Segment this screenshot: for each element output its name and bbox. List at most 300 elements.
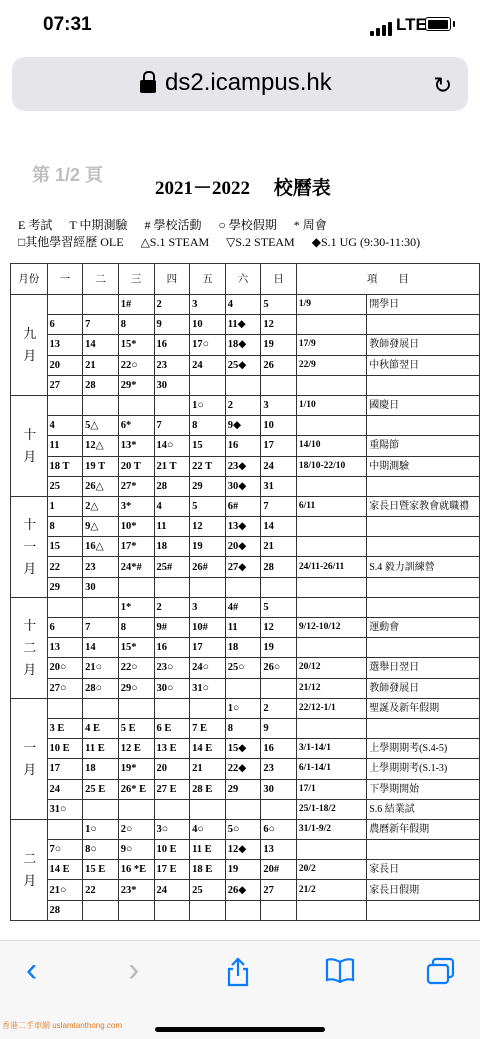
day-cell: 24○ (190, 658, 226, 678)
day-cell: 5 (261, 597, 297, 617)
day-cell: 9○ (118, 840, 154, 860)
table-row (11, 860, 480, 880)
table-row (11, 537, 480, 557)
day-cell: 24 (261, 456, 297, 476)
event-date (296, 517, 366, 537)
day-cell: 23* (118, 880, 154, 900)
event-date: 1/10 (296, 395, 366, 415)
signal-icon (370, 18, 394, 36)
day-cell: 29 (225, 779, 261, 799)
status-time: 07:31 (43, 14, 92, 35)
day-cell: 5 E (118, 718, 154, 738)
header-cell: 五 (190, 264, 226, 295)
day-cell (83, 597, 119, 617)
day-cell (83, 395, 119, 415)
event-date (296, 718, 366, 738)
day-cell: 12△ (83, 436, 119, 456)
day-cell: 28○ (83, 678, 119, 698)
day-cell: 30 (261, 779, 297, 799)
day-cell (47, 819, 83, 839)
day-cell: 28 E (190, 779, 226, 799)
day-cell (118, 577, 154, 597)
day-cell: 29* (118, 375, 154, 395)
day-cell (83, 799, 119, 819)
day-cell: 31○ (190, 678, 226, 698)
day-cell: 20 T (118, 456, 154, 476)
event-date: 22/12-1/1 (296, 698, 366, 718)
day-cell: 27 E (154, 779, 190, 799)
event-date (296, 375, 366, 395)
day-cell (47, 698, 83, 718)
day-cell (225, 900, 261, 920)
day-cell: 8○ (83, 840, 119, 860)
month-label: 九 月 (11, 295, 48, 396)
day-cell: 6 (47, 618, 83, 638)
event-date (296, 476, 366, 496)
day-cell: 2 (225, 395, 261, 415)
event-date (296, 537, 366, 557)
event-name (367, 577, 480, 597)
day-cell: 20○ (47, 658, 83, 678)
table-row (11, 355, 480, 375)
day-cell (261, 799, 297, 819)
day-cell: 21○ (83, 658, 119, 678)
day-cell: 25 (47, 476, 83, 496)
day-cell: 14 (83, 335, 119, 355)
event-name: 聖誕及新年假期 (367, 698, 480, 718)
legend-item: # 學校活動 (144, 218, 202, 232)
table-row (11, 779, 480, 799)
table-row (11, 436, 480, 456)
day-cell: 14○ (154, 436, 190, 456)
forward-icon[interactable]: › (128, 951, 140, 989)
day-cell: 30 (154, 375, 190, 395)
day-cell: 18 (154, 537, 190, 557)
event-date: 21/2 (296, 880, 366, 900)
event-name (367, 597, 480, 617)
day-cell (83, 698, 119, 718)
event-name (367, 537, 480, 557)
day-cell: 15 (47, 537, 83, 557)
event-date (296, 577, 366, 597)
day-cell: 14 E (47, 860, 83, 880)
day-cell: 16 (225, 436, 261, 456)
day-cell (190, 900, 226, 920)
day-cell: 9△ (83, 517, 119, 537)
day-cell: 27○ (47, 678, 83, 698)
day-cell: 24 (190, 355, 226, 375)
table-row (11, 496, 480, 516)
day-cell: 17 (47, 759, 83, 779)
day-cell: 8 (118, 315, 154, 335)
day-cell: 26* E (118, 779, 154, 799)
day-cell (225, 799, 261, 819)
battery-icon (425, 17, 451, 31)
event-name: S.6 結業試 (367, 799, 480, 819)
day-cell: 1○ (83, 819, 119, 839)
event-date: 17/1 (296, 779, 366, 799)
day-cell: 18 E (190, 860, 226, 880)
event-name (367, 375, 480, 395)
event-date: 31/1-9/2 (296, 819, 366, 839)
day-cell (154, 395, 190, 415)
event-name: 中秋節翌日 (367, 355, 480, 375)
day-cell (261, 678, 297, 698)
day-cell: 1 (47, 496, 83, 516)
day-cell: 20◆ (225, 537, 261, 557)
day-cell: 22 T (190, 456, 226, 476)
day-cell: 21 (83, 355, 119, 375)
day-cell: 17○ (190, 335, 226, 355)
event-date: 18/10-22/10 (296, 456, 366, 476)
event-name: 家長日假期 (367, 880, 480, 900)
day-cell: 24 (154, 880, 190, 900)
event-date: 14/10 (296, 436, 366, 456)
day-cell (261, 577, 297, 597)
day-cell: 13◆ (225, 517, 261, 537)
day-cell: 29 (47, 577, 83, 597)
table-row (11, 577, 480, 597)
table-row (11, 739, 480, 759)
network-label: LTE (396, 15, 427, 34)
event-date: 6/1-14/1 (296, 759, 366, 779)
table-row (11, 557, 480, 577)
day-cell: 24*# (118, 557, 154, 577)
share-icon[interactable] (225, 957, 251, 994)
day-cell: 28 (154, 476, 190, 496)
month-label: 十 月 (11, 395, 48, 496)
event-name (367, 476, 480, 496)
event-date: 6/11 (296, 496, 366, 516)
day-cell: 2△ (83, 496, 119, 516)
day-cell: 6# (225, 496, 261, 516)
day-cell: 19* (118, 759, 154, 779)
event-name: 選舉日翌日 (367, 658, 480, 678)
day-cell: 13 (261, 840, 297, 860)
day-cell (261, 375, 297, 395)
day-cell: 27◆ (225, 557, 261, 577)
day-cell (225, 375, 261, 395)
day-cell: 23 (261, 759, 297, 779)
watermark: 香港二手車網 uslamtanthong.com (2, 1021, 123, 1030)
day-cell: 30 (83, 577, 119, 597)
legend-item: □其他學習經歷 OLE (18, 235, 124, 249)
day-cell (83, 900, 119, 920)
legend-item: E 考試 (18, 218, 53, 232)
day-cell: 4 (47, 416, 83, 436)
legend-line-2 (18, 233, 434, 250)
day-cell: 10* (118, 517, 154, 537)
day-cell: 17 (261, 436, 297, 456)
event-name: 上學期期考(S.4-5) (367, 739, 480, 759)
day-cell (225, 678, 261, 698)
table-row (11, 517, 480, 537)
day-cell: 13 (47, 638, 83, 658)
day-cell (154, 900, 190, 920)
event-date: 21/12 (296, 678, 366, 698)
day-cell: 18 T (47, 456, 83, 476)
header-cell: 月份 (11, 264, 48, 295)
header-cell: 三 (118, 264, 154, 295)
table-row (11, 456, 480, 476)
day-cell: 7 (83, 618, 119, 638)
day-cell: 3 (261, 395, 297, 415)
event-name: 家長日暨家教會就職禮 (367, 496, 480, 516)
table-row (11, 597, 480, 617)
day-cell: 19 T (83, 456, 119, 476)
table-row (11, 395, 480, 415)
pdf-page (0, 128, 480, 940)
day-cell: 30○ (154, 678, 190, 698)
day-cell: 6 E (154, 718, 190, 738)
table-row (11, 718, 480, 738)
day-cell: 8 (47, 517, 83, 537)
day-cell: 26△ (83, 476, 119, 496)
back-icon[interactable]: ‹ (26, 951, 38, 989)
day-cell: 19 (190, 537, 226, 557)
day-cell: 2 (261, 698, 297, 718)
legend-item: ○ 學校假期 (218, 218, 277, 232)
event-date (296, 597, 366, 617)
day-cell: 23 (83, 557, 119, 577)
day-cell: 4 (154, 496, 190, 516)
legend-item: ▽S.2 STEAM (226, 235, 295, 249)
day-cell (154, 698, 190, 718)
day-cell: 5△ (83, 416, 119, 436)
day-cell: 16 (154, 638, 190, 658)
day-cell: 15◆ (225, 739, 261, 759)
day-cell: 13 (47, 335, 83, 355)
day-cell (190, 698, 226, 718)
day-cell: 17 E (154, 860, 190, 880)
day-cell (47, 295, 83, 315)
day-cell: 25 E (83, 779, 119, 799)
day-cell: 6○ (261, 819, 297, 839)
table-row (11, 295, 480, 315)
day-cell (190, 799, 226, 819)
day-cell: 12 (190, 517, 226, 537)
day-cell (154, 799, 190, 819)
event-name: 農曆新年假期 (367, 819, 480, 839)
day-cell: 3* (118, 496, 154, 516)
legend-line-1 (18, 216, 341, 233)
day-cell: 11 (47, 436, 83, 456)
day-cell: 31 (261, 476, 297, 496)
event-name (367, 718, 480, 738)
table-row (11, 335, 480, 355)
event-name (367, 638, 480, 658)
day-cell: 26# (190, 557, 226, 577)
table-row (11, 698, 480, 718)
address-bar[interactable] (12, 57, 468, 111)
table-row (11, 900, 480, 920)
day-cell: 25 (190, 880, 226, 900)
day-cell (261, 900, 297, 920)
calendar-body (11, 295, 480, 921)
event-date (296, 416, 366, 436)
day-cell: 7 E (190, 718, 226, 738)
event-date: 9/12-10/12 (296, 618, 366, 638)
event-name: 中期測驗 (367, 456, 480, 476)
day-cell: 13* (118, 436, 154, 456)
day-cell: 10 E (154, 840, 190, 860)
day-cell: 15* (118, 638, 154, 658)
day-cell: 14 (83, 638, 119, 658)
day-cell: 15* (118, 335, 154, 355)
day-cell: 2 (154, 597, 190, 617)
status-bar (0, 0, 480, 52)
day-cell: 2 (154, 295, 190, 315)
url-text[interactable]: ds2.icampus.hk (165, 69, 332, 96)
day-cell: 28 (83, 375, 119, 395)
day-cell (83, 295, 119, 315)
event-name (367, 900, 480, 920)
day-cell: 20# (261, 860, 297, 880)
table-row (11, 638, 480, 658)
day-cell (118, 900, 154, 920)
event-name: 國慶日 (367, 395, 480, 415)
day-cell: 4 E (83, 718, 119, 738)
event-date: 3/1-14/1 (296, 739, 366, 759)
day-cell: 3 (190, 295, 226, 315)
day-cell: 20 (154, 759, 190, 779)
day-cell: 25# (154, 557, 190, 577)
day-cell: 21○ (47, 880, 83, 900)
page-indicator: 第 1/2 頁 (32, 165, 104, 185)
table-row (11, 416, 480, 436)
table-row (11, 375, 480, 395)
day-cell: 8 (190, 416, 226, 436)
day-cell: 26 (261, 355, 297, 375)
day-cell: 15 (190, 436, 226, 456)
day-cell (118, 395, 154, 415)
day-cell: 27 (261, 880, 297, 900)
day-cell: 16 *E (118, 860, 154, 880)
legend-item: △S.1 STEAM (140, 235, 210, 249)
event-name: 教師發展日 (367, 678, 480, 698)
table-row (11, 618, 480, 638)
day-cell: 11 (225, 618, 261, 638)
day-cell: 11 E (83, 739, 119, 759)
day-cell: 7 (83, 315, 119, 335)
table-row (11, 840, 480, 860)
event-name: 上學期期考(S.1-3) (367, 759, 480, 779)
header-cell: 日 (261, 264, 297, 295)
reload-icon[interactable]: ↻ (433, 72, 453, 98)
month-label: 十 二 月 (11, 597, 48, 698)
document-title: 2021－2022 校曆表 (155, 178, 331, 199)
event-date (296, 315, 366, 335)
event-date (296, 638, 366, 658)
header-cell: 二 (83, 264, 119, 295)
day-cell: 27 (47, 375, 83, 395)
table-row (11, 799, 480, 819)
table-row (11, 678, 480, 698)
day-cell: 19 (261, 638, 297, 658)
day-cell: 29○ (118, 678, 154, 698)
table-row (11, 880, 480, 900)
day-cell (225, 577, 261, 597)
day-cell: 10 (190, 315, 226, 335)
day-cell: 21 (261, 537, 297, 557)
event-date (296, 840, 366, 860)
event-date: 1/9 (296, 295, 366, 315)
day-cell: 1○ (190, 395, 226, 415)
month-label: 一 月 (11, 698, 48, 819)
event-date (296, 900, 366, 920)
day-cell: 11 E (190, 840, 226, 860)
event-name (367, 840, 480, 860)
day-cell: 19 (225, 860, 261, 880)
table-row (11, 759, 480, 779)
day-cell: 23 (154, 355, 190, 375)
day-cell: 18 (83, 759, 119, 779)
event-date: 24/11-26/11 (296, 557, 366, 577)
day-cell: 11 (154, 517, 190, 537)
lock-icon (140, 71, 156, 93)
day-cell: 18 (225, 638, 261, 658)
day-cell: 7 (261, 496, 297, 516)
day-cell: 29 (190, 476, 226, 496)
day-cell: 7○ (47, 840, 83, 860)
day-cell: 9# (154, 618, 190, 638)
day-cell: 9 (261, 718, 297, 738)
event-name (367, 517, 480, 537)
month-label: 二 月 (11, 819, 48, 920)
event-date: 22/9 (296, 355, 366, 375)
day-cell: 9 (154, 315, 190, 335)
day-cell: 1○ (225, 698, 261, 718)
day-cell: 1* (118, 597, 154, 617)
day-cell: 3 E (47, 718, 83, 738)
day-cell: 22◆ (225, 759, 261, 779)
day-cell: 17 (190, 638, 226, 658)
day-cell: 21 (190, 759, 226, 779)
legend-item: ◆S.1 UG (9:30-11:30) (311, 235, 421, 249)
day-cell: 24 (47, 779, 83, 799)
table-header-row (11, 264, 480, 295)
tabs-icon[interactable] (426, 957, 456, 992)
day-cell: 14 E (190, 739, 226, 759)
header-cell: 項 目 (296, 264, 479, 295)
day-cell: 28 (261, 557, 297, 577)
day-cell: 10# (190, 618, 226, 638)
event-date: 25/1-18/2 (296, 799, 366, 819)
day-cell: 20 (47, 355, 83, 375)
day-cell: 15 E (83, 860, 119, 880)
day-cell: 26◆ (225, 880, 261, 900)
header-cell: 一 (47, 264, 83, 295)
day-cell: 19 (261, 335, 297, 355)
event-name: 重陽節 (367, 436, 480, 456)
header-cell: 四 (154, 264, 190, 295)
day-cell: 31○ (47, 799, 83, 819)
day-cell: 9◆ (225, 416, 261, 436)
day-cell: 7 (154, 416, 190, 436)
home-indicator (155, 1027, 325, 1032)
day-cell: 10 (261, 416, 297, 436)
day-cell: 16△ (83, 537, 119, 557)
day-cell: 8 (225, 718, 261, 738)
bookmarks-icon[interactable] (325, 957, 355, 990)
event-name: 教師發展日 (367, 335, 480, 355)
header-cell: 六 (225, 264, 261, 295)
day-cell (118, 698, 154, 718)
event-date: 20/2 (296, 860, 366, 880)
day-cell: 4 (225, 295, 261, 315)
event-name: 開學日 (367, 295, 480, 315)
day-cell: 11◆ (225, 315, 261, 335)
